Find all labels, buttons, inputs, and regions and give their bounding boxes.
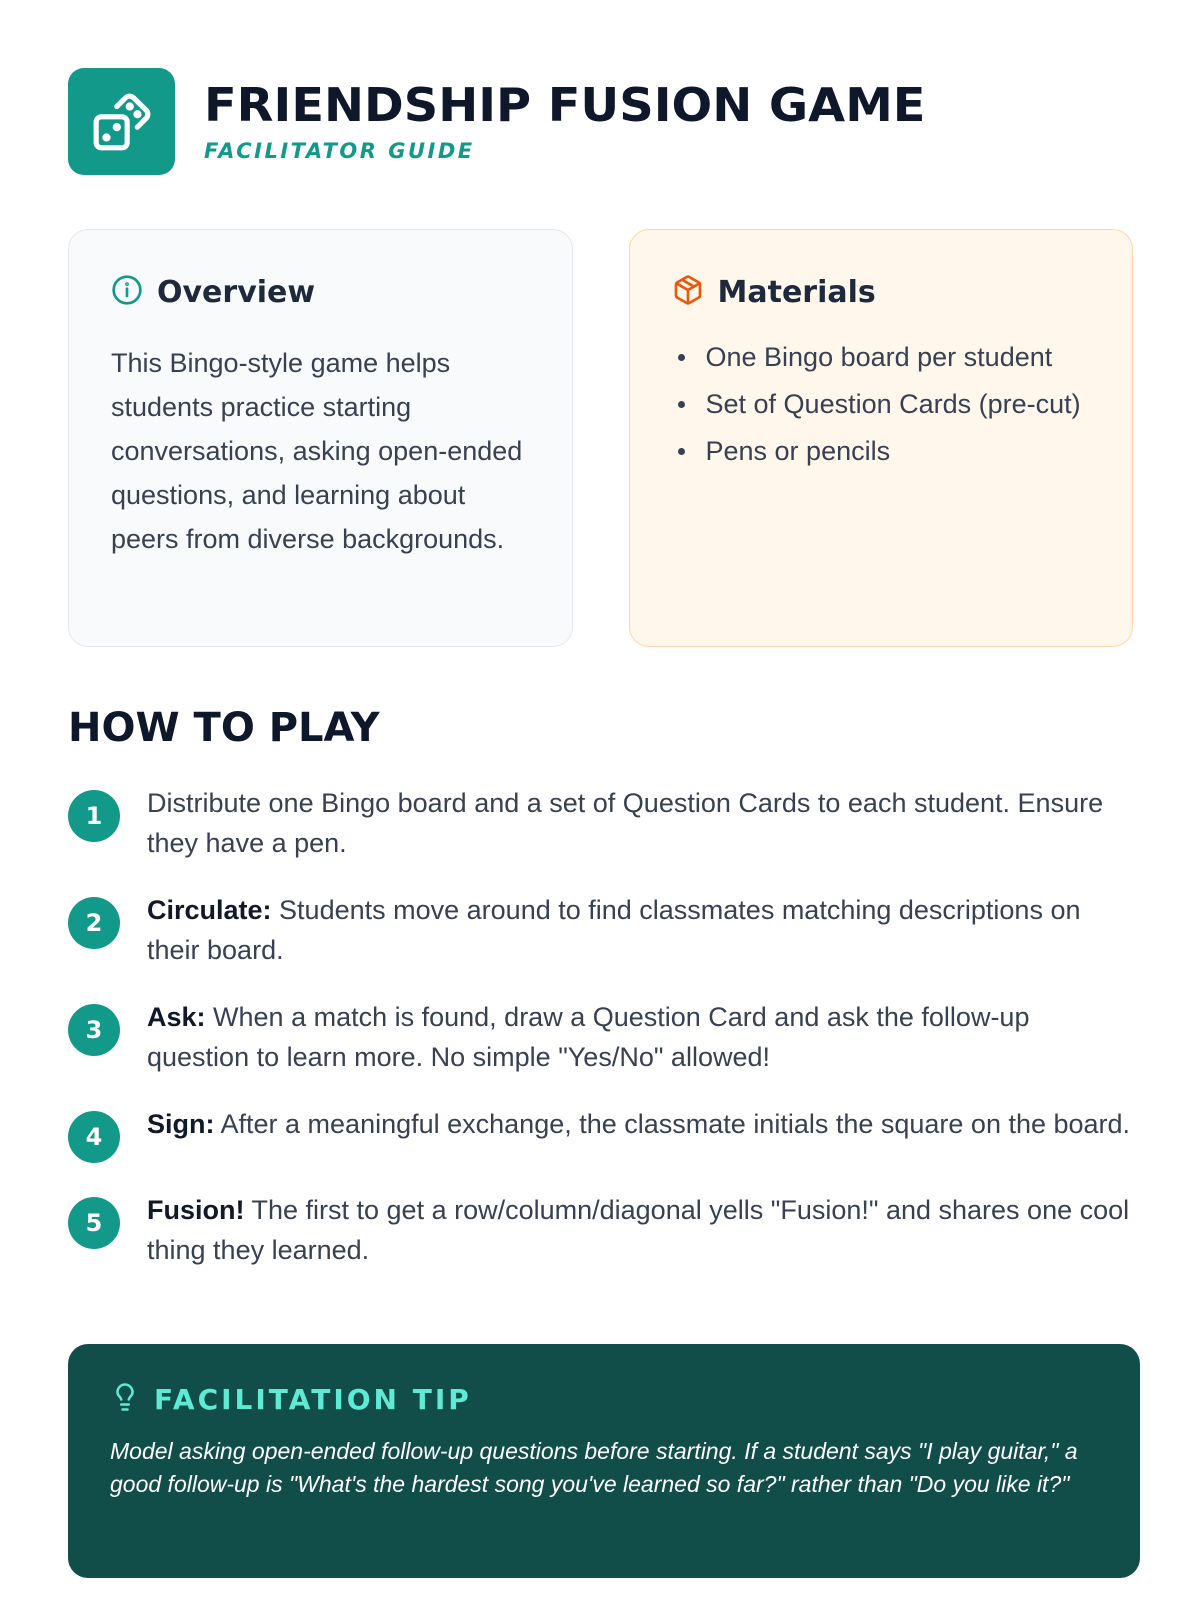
step-number-badge: 2 xyxy=(68,897,120,949)
overview-title: Overview xyxy=(157,275,316,310)
step-keyword: Fusion! xyxy=(147,1195,245,1225)
step-text xyxy=(147,1190,1133,1270)
info-icon xyxy=(111,274,143,311)
step-number-badge: 1 xyxy=(68,790,120,842)
tip-title: FACILITATION TIP xyxy=(154,1383,472,1416)
step-description: When a match is found, draw a Question Card and ask the follow-up question to learn more. No simple "Yes/No" allowed! xyxy=(147,1002,1030,1072)
list-item xyxy=(68,890,1133,970)
step-text xyxy=(147,890,1133,970)
materials-list xyxy=(672,337,1093,471)
info-cards xyxy=(68,229,1133,647)
step-number-badge: 3 xyxy=(68,1004,120,1056)
how-to-play-title: HOW TO PLAY xyxy=(68,705,380,751)
list-item xyxy=(68,1190,1133,1270)
list-item: Set of Question Cards (pre-cut) xyxy=(672,384,1093,424)
step-keyword: Circulate: xyxy=(147,895,272,925)
lightbulb-icon xyxy=(110,1382,140,1417)
materials-title: Materials xyxy=(717,275,876,310)
step-text xyxy=(147,1104,1130,1144)
page-subtitle: FACILITATOR GUIDE xyxy=(204,138,475,163)
materials-card xyxy=(629,229,1134,647)
package-icon xyxy=(672,274,704,311)
page-title: FRIENDSHIP FUSION GAME xyxy=(204,78,926,133)
step-description: The first to get a row/column/diagonal yells "Fusion!" and shares one cool thing they learned. xyxy=(147,1195,1130,1265)
tip-text: Model asking open-ended follow-up questions before starting. If a student says "I play guitar," a good follow-up is "What's the hardest song you've learned so far?" rather than "Do you like it?" xyxy=(110,1438,1078,1497)
step-description: Distribute one Bingo board and a set of Question Cards to each student. Ensure they have a pen. xyxy=(147,788,1104,858)
overview-text: This Bingo-style game helps students practice starting conversations, asking open-ended questions, and learning about peers from diverse backgrounds. xyxy=(111,348,523,554)
step-description: After a meaningful exchange, the classmate initials the square on the board. xyxy=(214,1109,1131,1139)
guide-header xyxy=(68,68,1133,175)
step-text xyxy=(147,997,1133,1077)
step-description: Students move around to find classmates matching descriptions on their board. xyxy=(147,895,1081,965)
list-item xyxy=(68,1104,1133,1163)
list-item: One Bingo board per student xyxy=(672,337,1093,377)
facilitation-tip-box xyxy=(68,1344,1140,1578)
overview-card xyxy=(68,229,573,647)
step-text xyxy=(147,783,1133,863)
step-keyword: Ask: xyxy=(147,1002,206,1032)
list-item xyxy=(68,783,1133,863)
list-item xyxy=(68,997,1133,1077)
step-keyword: Sign: xyxy=(147,1109,215,1139)
step-number-badge: 4 xyxy=(68,1111,120,1163)
list-item: Pens or pencils xyxy=(672,431,1093,471)
dice-icon xyxy=(68,68,175,175)
steps-list xyxy=(68,783,1133,1270)
step-number-badge: 5 xyxy=(68,1197,120,1249)
